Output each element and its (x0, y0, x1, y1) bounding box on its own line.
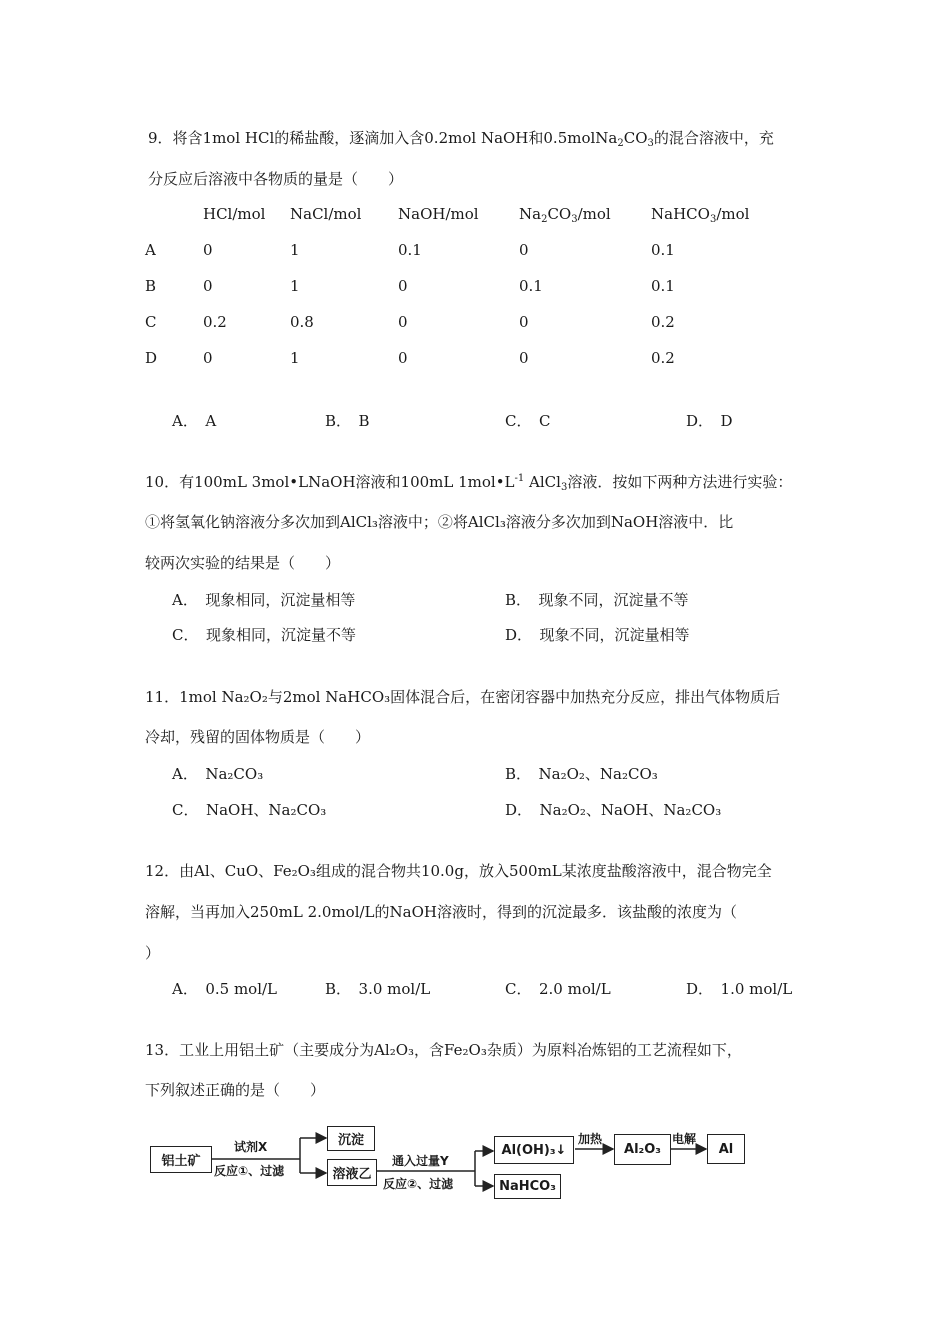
q9-cell: 0 (519, 313, 529, 331)
q12-option-b[interactable]: B． 3.0 mol/L (325, 980, 431, 998)
q9-row-c-label: C (145, 313, 157, 331)
q9-cell: 0.8 (290, 313, 314, 331)
q9-row-a-label: A (145, 241, 156, 259)
q12-stem-line2: 溶解，当再加入250mL 2.0mol/L的NaOH溶液时，得到的沉淀最多．该盐酸的浓度为（ (145, 903, 737, 921)
flow-box-al: Al (707, 1134, 745, 1164)
flow-box-nahco3: NaHCO₃ (494, 1174, 561, 1199)
q10-stem-line1: 10．有100mL 3mol•LNaOH溶液和100mL $1mol•L^{-1}$ AlCl$_3$溶液．按如下两种方法进行实验： (145, 473, 793, 493)
q9-cell: 0.1 (651, 241, 675, 259)
q9-header-nahco3: NaHCO$_3$/mol (651, 205, 750, 225)
q11-stem-line1: 11．1mol Na₂O₂与2mol NaHCO₃固体混合后，在密闭容器中加热充分反应，排出气体物质后 (145, 688, 781, 706)
q9-option-b[interactable]: B． B (325, 412, 370, 430)
q10-stem-line2: ①将氢氧化钠溶液分多次加到AlCl₃溶液中；②将AlCl₃溶液分多次加到NaOH溶液中．比 (145, 513, 734, 531)
q9-cell: 0.1 (519, 277, 543, 295)
q9-header-nacl: NaCl/mol (290, 205, 362, 223)
flow-box-precipitate: 沉淀 (327, 1126, 375, 1151)
q10-stem-line3: 较两次实验的结果是（ ） (145, 554, 341, 572)
q9-row-d-label: D (145, 349, 158, 367)
q11-option-a[interactable]: A． Na₂CO₃ (172, 765, 264, 783)
q9-option-c[interactable]: C． C (505, 412, 551, 430)
q10-option-a[interactable]: A． 现象相同，沉淀量相等 (172, 591, 356, 609)
q11-stem-line2: 冷却，残留的固体物质是（ ） (145, 728, 371, 746)
q13-stem-line1: 13．工业上用铝土矿（主要成分为Al₂O₃，含Fe₂O₃杂质）为原料冶炼铝的工艺流程如下， (145, 1041, 742, 1059)
q11-option-d[interactable]: D． Na₂O₂、NaOH、Na₂CO₃ (505, 801, 722, 819)
flow-box-ore: 铝土矿 (150, 1146, 212, 1173)
q9-cell: 0 (398, 277, 408, 295)
q12-stem-line1: 12．由Al、CuO、Fe₂O₃组成的混合物共10.0g，放入500mL某浓度盐酸溶液中，混合物完全 (145, 862, 772, 880)
q13-stem-line2: 下列叙述正确的是（ ） (145, 1081, 326, 1099)
q9-cell: 0.2 (651, 349, 675, 367)
q9-cell: 0 (519, 241, 529, 259)
q11-option-c[interactable]: C． NaOH、Na₂CO₃ (172, 801, 327, 819)
q10-option-d[interactable]: D． 现象不同，沉淀量相等 (505, 626, 690, 644)
flow-box-al2o3: Al₂O₃ (614, 1134, 671, 1165)
flow-label-excess-y: 通入过量Y (392, 1154, 449, 1168)
q12-option-d[interactable]: D． 1.0 mol/L (686, 980, 793, 998)
flow-label-reagent-x: 试剂X (234, 1140, 268, 1154)
q9-cell: 0.2 (203, 313, 227, 331)
flow-box-solution-b: 溶液乙 (327, 1159, 377, 1186)
q9-cell: 0.1 (651, 277, 675, 295)
q9-cell: 0.2 (651, 313, 675, 331)
q9-cell: 0 (203, 241, 213, 259)
q9-cell: 1 (290, 349, 300, 367)
q10-option-b[interactable]: B． 现象不同，沉淀量不等 (505, 591, 689, 609)
q9-cell: 0 (398, 349, 408, 367)
q9-stem-line2: 分反应后溶液中各物质的量是（ ） (148, 170, 404, 188)
q12-stem-line3: ） (145, 944, 161, 962)
flow-box-aloh3: Al(OH)₃↓ (494, 1136, 574, 1164)
q9-header-naoh: NaOH/mol (398, 205, 479, 223)
q9-header-hcl: HCl/mol (203, 205, 266, 223)
q9-cell: 0 (203, 349, 213, 367)
q12-option-a[interactable]: A． 0.5 mol/L (172, 980, 278, 998)
q9-cell: 1 (290, 241, 300, 259)
flow-label-step1: 反应①、过滤 (214, 1164, 285, 1178)
q9-header-na2co3: $Na_2CO_3$/mol (519, 205, 611, 225)
q11-option-b[interactable]: B． Na₂O₂、Na₂CO₃ (505, 765, 658, 783)
q9-cell: 1 (290, 277, 300, 295)
q9-cell: 0 (203, 277, 213, 295)
q9-cell: 0 (519, 349, 529, 367)
q10-option-c[interactable]: C． 现象相同，沉淀量不等 (172, 626, 356, 644)
q9-stem-line1: 9．将含1mol HCl的稀盐酸，逐滴加入含0.2mol NaOH和$0.5molNa_2CO_3$的混合溶液中，充 (148, 129, 774, 149)
q9-cell: 0 (398, 313, 408, 331)
q9-option-a[interactable]: A． A (172, 412, 217, 430)
q9-cell: 0.1 (398, 241, 422, 259)
q12-option-c[interactable]: C． 2.0 mol/L (505, 980, 611, 998)
flow-label-step2: 反应②、过滤 (383, 1177, 454, 1191)
q9-option-d[interactable]: D． D (686, 412, 733, 430)
q9-row-b-label: B (145, 277, 157, 295)
flow-label-heat: 加热 (578, 1132, 603, 1146)
flow-label-electrolysis: 电解 (672, 1132, 697, 1146)
